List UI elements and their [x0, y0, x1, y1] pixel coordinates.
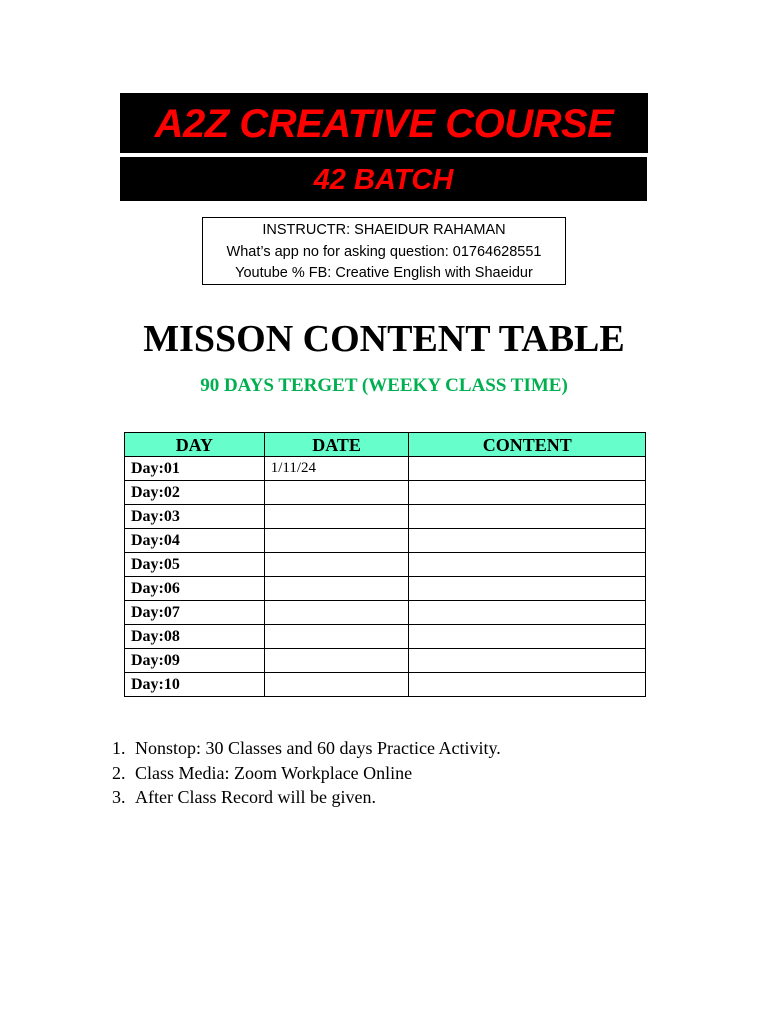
course-title: A2Z CREATIVE COURSE [154, 102, 614, 146]
list-item [112, 736, 501, 761]
whatsapp-info: What’s app no for asking question: 01764628551 [226, 243, 542, 260]
social-info: Youtube % FB: Creative English with Shaeidur [235, 265, 533, 281]
list-item-number: 1. [112, 738, 126, 758]
list-item-text: Class Media: Zoom Workplace Online [135, 762, 413, 783]
instructor-info-box [202, 217, 566, 285]
date-cell [264, 481, 409, 505]
content-cell [409, 481, 646, 505]
date-cell: 1/11/24 [264, 457, 409, 481]
instructor-name: INSTRUCTR: SHAEIDUR RAHAMAN [262, 222, 506, 238]
content-cell [409, 529, 646, 553]
date-cell [264, 673, 409, 697]
list-item [112, 761, 501, 786]
batch-label: 42 BATCH [313, 164, 454, 196]
table-row [125, 673, 646, 697]
content-cell [409, 649, 646, 673]
content-cell [409, 673, 646, 697]
table-row [125, 625, 646, 649]
table-row [125, 529, 646, 553]
table-row [125, 577, 646, 601]
course-title-banner [120, 93, 648, 153]
list-item-text: After Class Record will be given. [135, 787, 376, 807]
table-row [125, 601, 646, 625]
date-cell [264, 601, 409, 625]
list-item-number: 2. [112, 762, 126, 783]
content-cell [409, 577, 646, 601]
day-cell: Day:02 [125, 481, 265, 505]
date-cell [264, 505, 409, 529]
day-cell: Day:07 [125, 601, 265, 625]
date-cell [264, 649, 409, 673]
batch-banner [120, 157, 647, 201]
page-subtitle: 90 DAYS TERGET (WEEKY CLASS TIME) [200, 375, 568, 396]
content-cell [409, 601, 646, 625]
mission-content-table [124, 432, 646, 697]
day-cell: Day:08 [125, 625, 265, 649]
list-item [112, 785, 501, 810]
table-row [125, 649, 646, 673]
header-day: DAY [125, 433, 265, 457]
list-item-text: Nonstop: 30 Classes and 60 days Practice Activity. [135, 738, 501, 758]
content-cell [409, 553, 646, 577]
day-cell: Day:05 [125, 553, 265, 577]
table-row [125, 457, 646, 481]
content-cell [409, 625, 646, 649]
date-cell [264, 625, 409, 649]
day-cell: Day:04 [125, 529, 265, 553]
day-cell: Day:10 [125, 673, 265, 697]
date-cell [264, 529, 409, 553]
date-cell [264, 577, 409, 601]
content-cell [409, 457, 646, 481]
day-cell: Day:09 [125, 649, 265, 673]
notes-list [112, 736, 501, 810]
page-title: MISSON CONTENT TABLE [143, 318, 625, 360]
day-cell: Day:01 [125, 457, 265, 481]
list-item-number: 3. [112, 787, 126, 807]
header-content: CONTENT [409, 433, 646, 457]
table-header-row [125, 433, 646, 457]
table-row [125, 505, 646, 529]
header-date: DATE [264, 433, 409, 457]
table-row [125, 481, 646, 505]
content-cell [409, 505, 646, 529]
table-row [125, 553, 646, 577]
day-cell: Day:06 [125, 577, 265, 601]
date-cell [264, 553, 409, 577]
day-cell: Day:03 [125, 505, 265, 529]
